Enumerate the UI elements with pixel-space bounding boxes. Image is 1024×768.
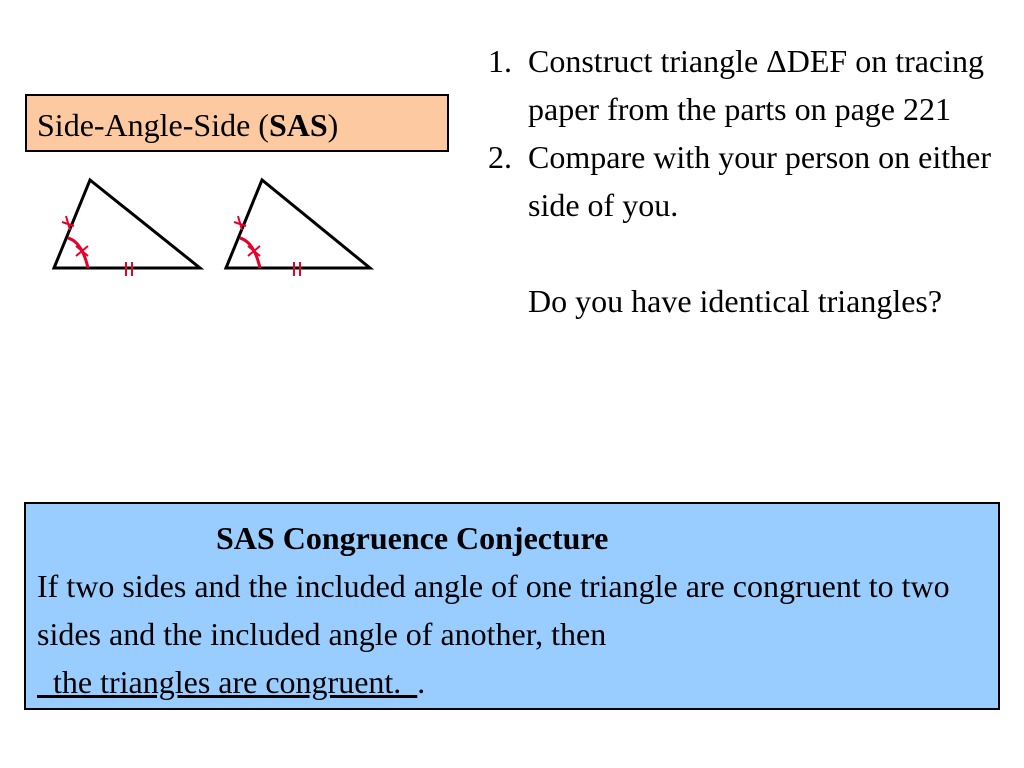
step-text: Compare with your person on either side of you. <box>528 139 991 223</box>
title-bold: SAS <box>268 107 328 143</box>
step-text: Construct triangle ΔDEF on tracing paper from the parts on page 221 <box>528 43 985 127</box>
step-number: 2. <box>488 139 512 175</box>
conjecture-body <box>37 562 998 706</box>
instruction-list <box>488 37 1008 325</box>
title-suffix: ) <box>327 107 339 143</box>
step-number: 1. <box>488 43 512 79</box>
triangle-right <box>226 180 370 276</box>
conjecture-answer: the triangles are congruent. <box>37 664 418 700</box>
conjecture-text: If two sides and the included angle of one triangle are congruent to two sides and the included angle of another, then <box>37 568 950 652</box>
title-prefix: Side-Angle-Side ( <box>37 107 269 143</box>
triangle-left <box>54 180 200 276</box>
conjecture-title: SAS Congruence Conjecture <box>216 520 609 556</box>
question-text: Do you have identical triangles? <box>528 283 943 319</box>
title-box <box>25 94 449 152</box>
conjecture-box <box>24 502 1000 710</box>
triangle-diagrams <box>48 172 378 276</box>
step-2 <box>488 133 1008 229</box>
step-1 <box>488 37 1008 133</box>
conjecture-end: . <box>417 664 426 700</box>
